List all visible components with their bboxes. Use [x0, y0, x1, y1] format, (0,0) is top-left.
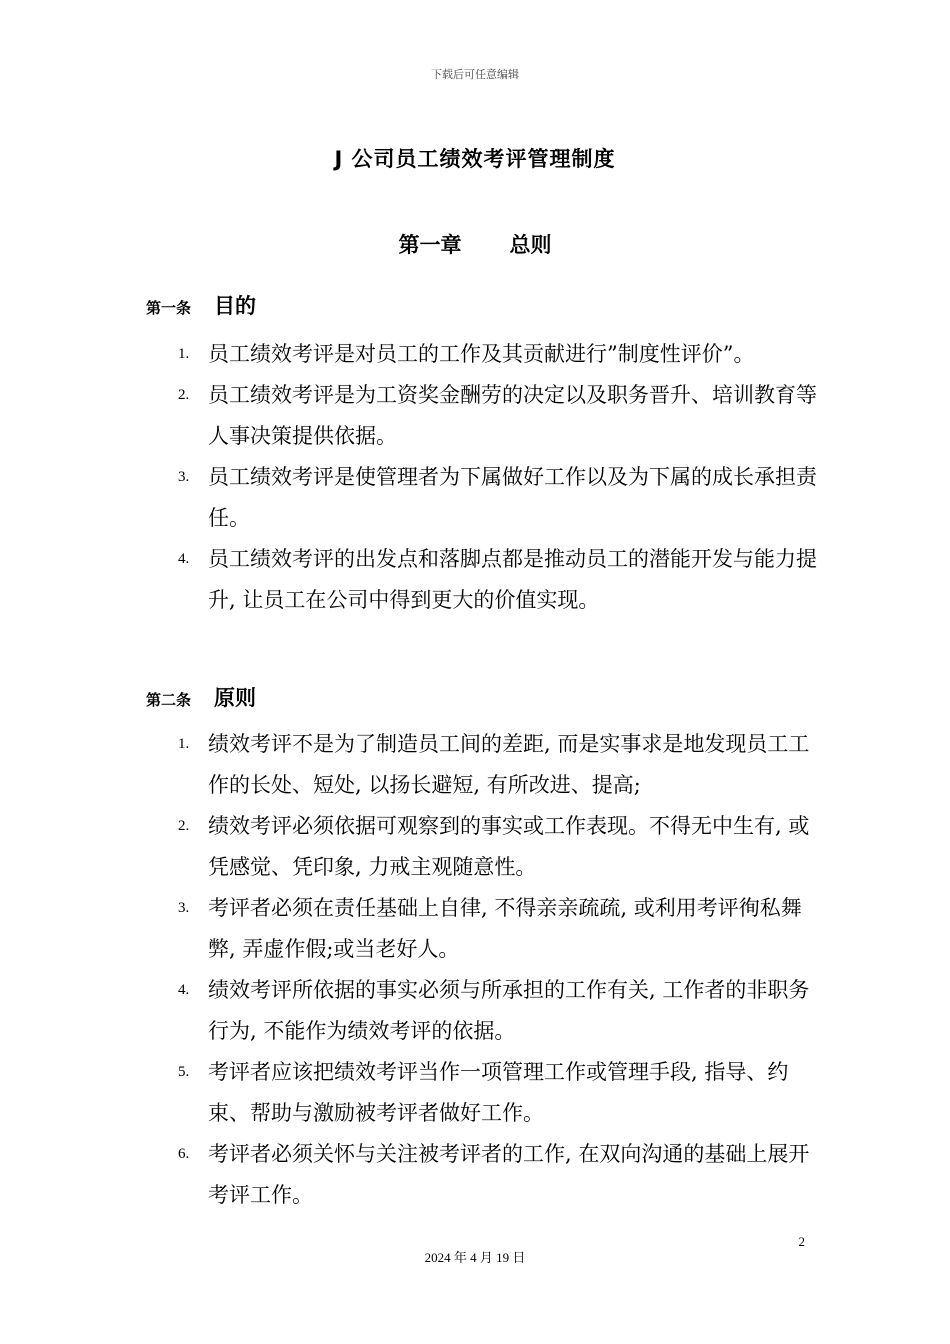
purpose-list — [146, 334, 826, 621]
document-title: J 公司员工绩效考评管理制度 — [334, 147, 616, 171]
item-text: 绩效考评不是为了制造员工间的差距, 而是实事求是地发现员工工作的长处、短处, 以扬长避短, 有所改进、提高; — [208, 732, 810, 797]
item-text: 员工绩效考评是使管理者为下属做好工作以及为下属的成长承担责任。 — [208, 465, 817, 530]
item-number: 6. — [178, 1146, 190, 1162]
item-number: 4. — [178, 982, 190, 998]
list-item — [146, 1052, 826, 1134]
section-title: 原则 — [214, 686, 256, 710]
item-text: 员工绩效考评是对员工的工作及其贡献进行”制度性评价”。 — [208, 342, 755, 366]
section-number: 第二条 — [146, 691, 192, 709]
section-heading — [146, 682, 826, 714]
page-number: 2 — [798, 1234, 805, 1249]
header-note: 下载后可任意编辑 — [431, 68, 519, 81]
item-number: 4. — [178, 551, 190, 567]
chapter-number: 第一章 — [398, 233, 462, 257]
item-number: 3. — [178, 469, 190, 485]
list-item — [146, 457, 826, 539]
item-text: 员工绩效考评的出发点和落脚点都是推动员工的潜能开发与能力提升, 让员工在公司中得到更大的价值实现。 — [208, 547, 817, 612]
section-purpose — [146, 290, 826, 621]
section-number: 第一条 — [146, 299, 192, 317]
item-number: 2. — [178, 387, 190, 403]
item-number: 2. — [178, 818, 190, 834]
list-item — [146, 806, 826, 888]
list-item — [146, 1134, 826, 1216]
list-item — [146, 334, 826, 375]
principles-list — [146, 724, 826, 1216]
item-text: 考评者必须在责任基础上自律, 不得亲亲疏疏, 或利用考评徇私舞弊, 弄虚作假;或当老好人。 — [208, 896, 802, 961]
item-text: 绩效考评必须依据可观察到的事实或工作表现。不得无中生有, 或凭感觉、凭印象, 力戒主观随意性。 — [208, 814, 810, 879]
item-text: 绩效考评所依据的事实必须与所承担的工作有关, 工作者的非职务行为, 不能作为绩效考评的依据。 — [208, 978, 810, 1043]
list-item — [146, 970, 826, 1052]
section-title: 目的 — [214, 294, 256, 318]
item-text: 考评者必须关怀与关注被考评者的工作, 在双向沟通的基础上展开考评工作。 — [208, 1142, 810, 1207]
list-item — [146, 724, 826, 806]
section-heading — [146, 290, 826, 322]
item-number: 1. — [178, 346, 190, 362]
list-item — [146, 375, 826, 457]
item-number: 3. — [178, 900, 190, 916]
chapter-heading — [0, 229, 950, 259]
section-principles — [146, 682, 826, 1216]
footer-date: 2024 年 4 月 19 日 — [424, 1250, 526, 1265]
item-number: 1. — [178, 736, 190, 752]
item-number: 5. — [178, 1064, 190, 1080]
item-text: 员工绩效考评是为工资奖金酬劳的决定以及职务晋升、培训教育等人事决策提供依据。 — [208, 383, 817, 448]
list-item — [146, 539, 826, 621]
item-text: 考评者应该把绩效考评当作一项管理工作或管理手段, 指导、约束、帮助与激励被考评者做好工作。 — [208, 1060, 789, 1125]
chapter-name: 总则 — [509, 233, 552, 257]
list-item — [146, 888, 826, 970]
